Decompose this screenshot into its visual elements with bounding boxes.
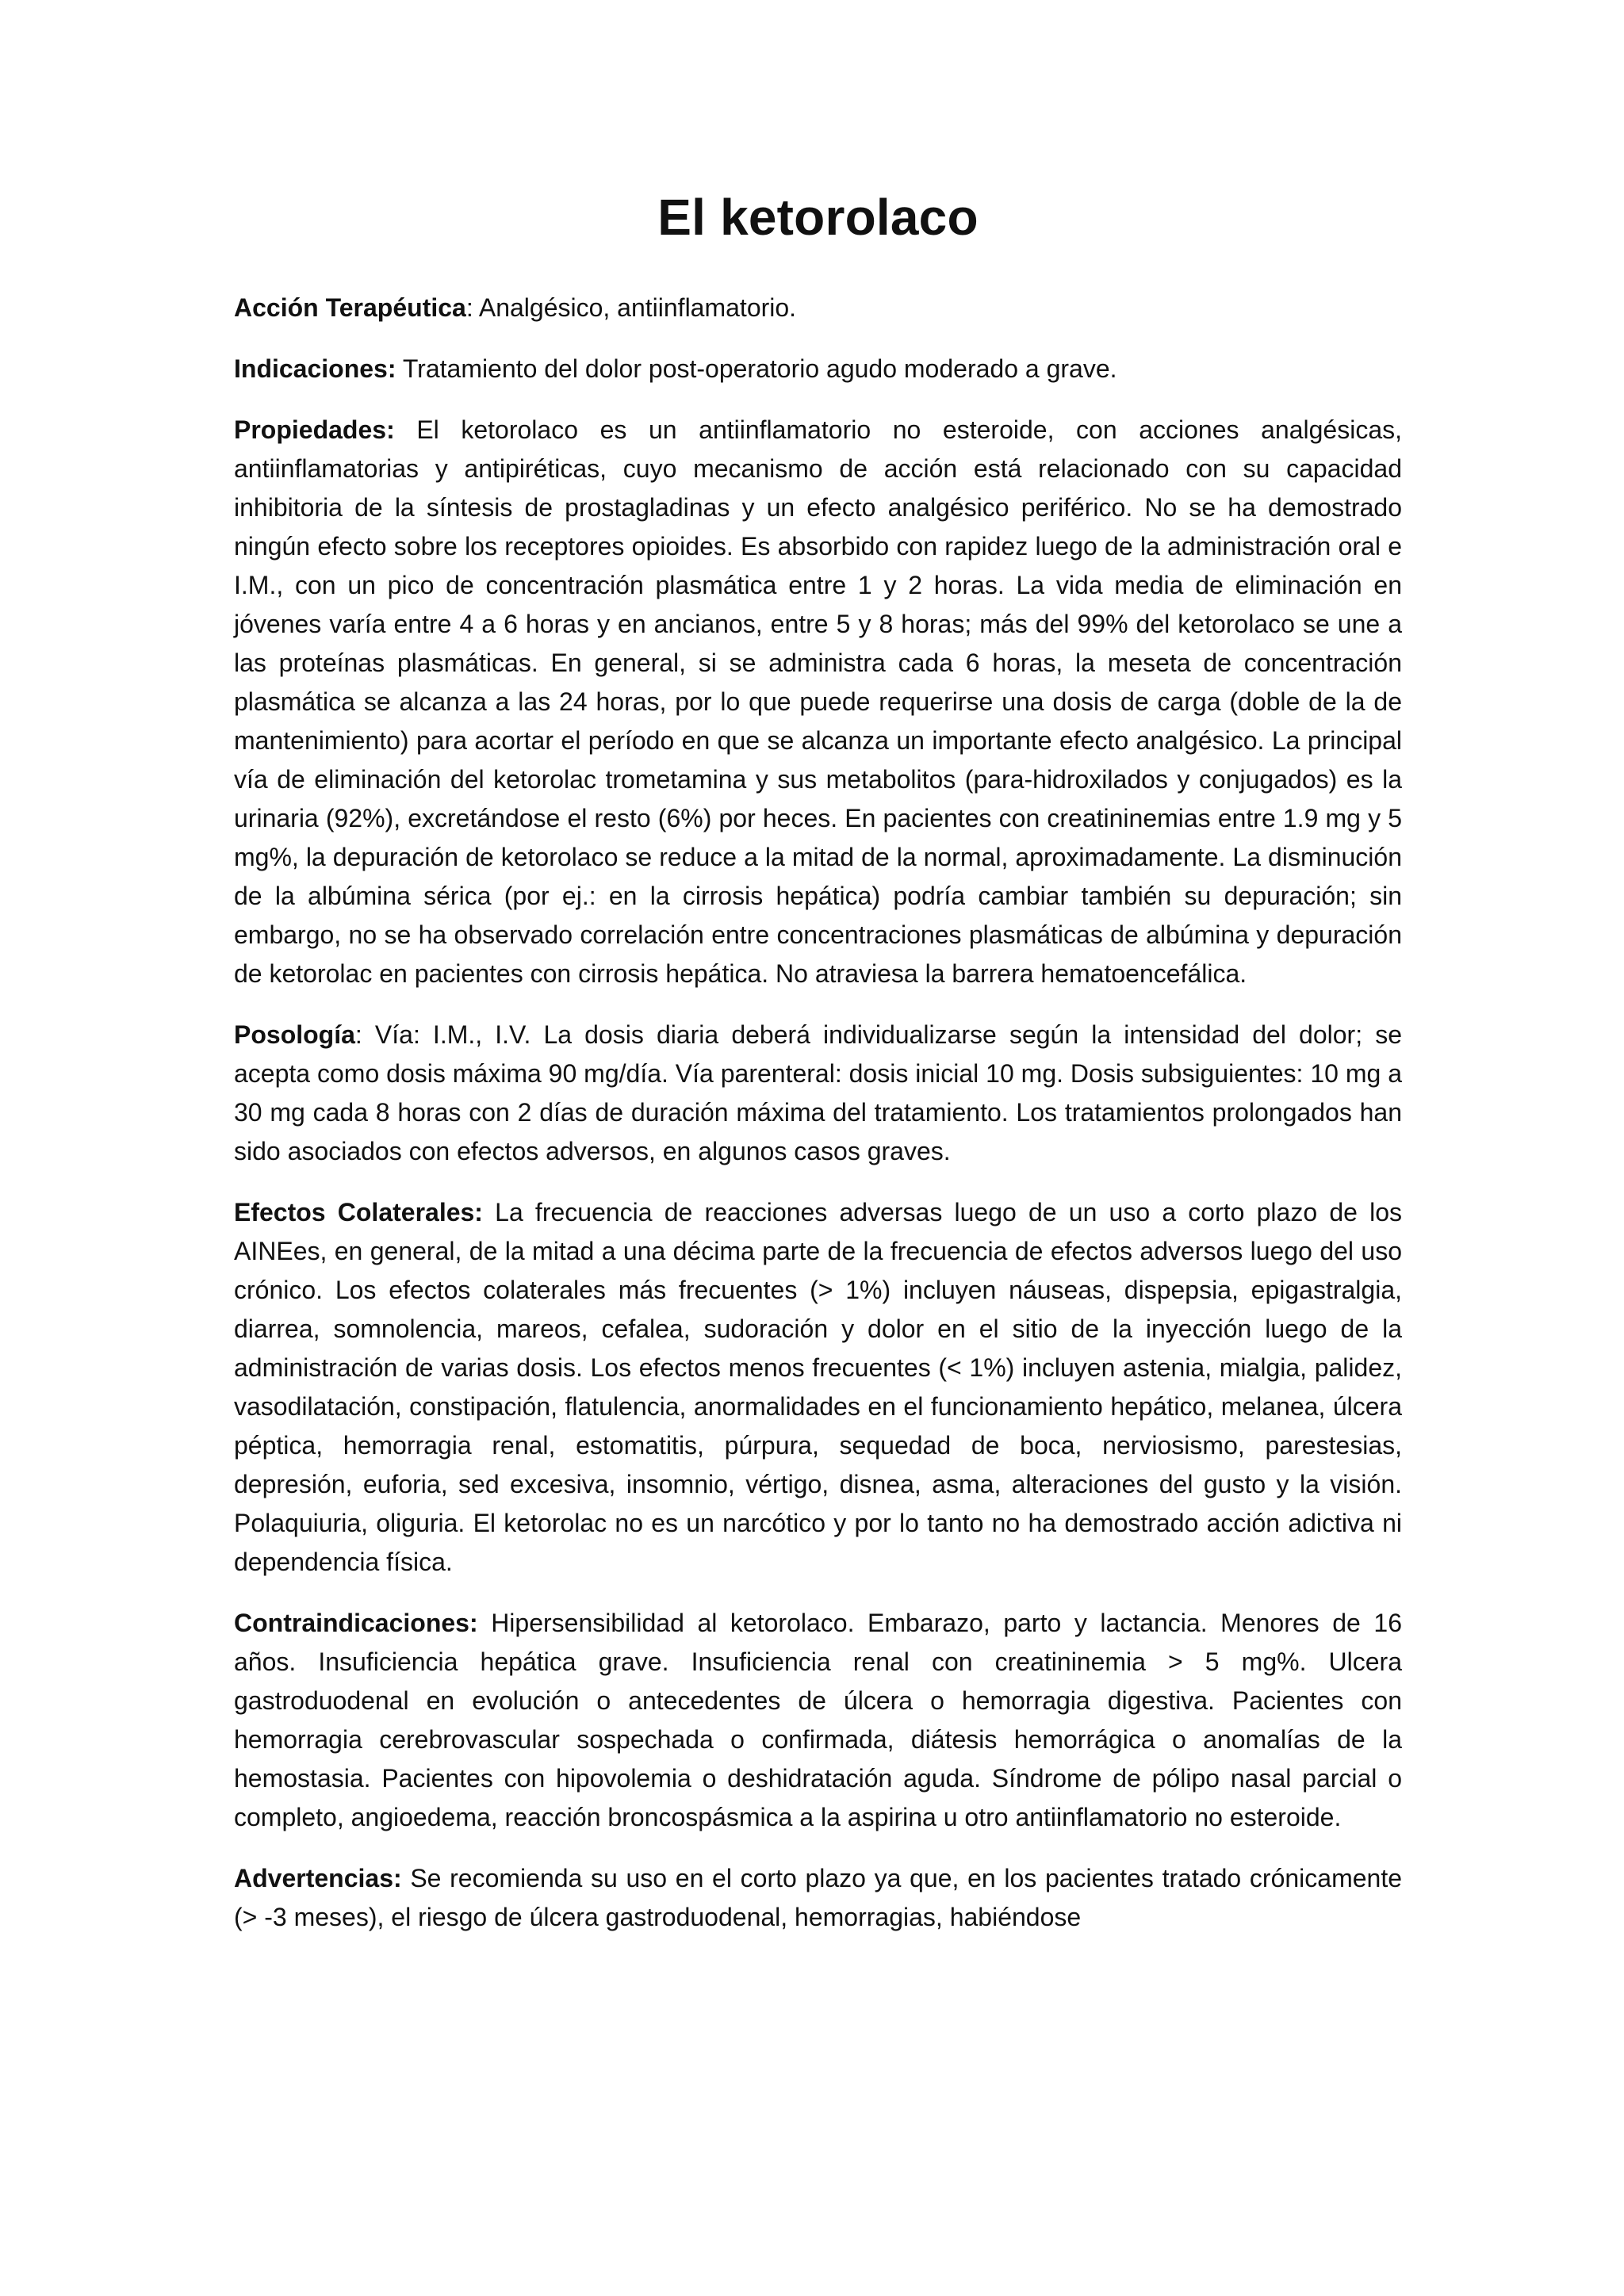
section-text: Analgésico, antiinflamatorio.	[478, 293, 797, 322]
section-separator: :	[354, 1020, 375, 1049]
section-label: Contraindicaciones:	[234, 1608, 478, 1637]
section-label: Acción Terapéutica	[234, 293, 466, 322]
section-label: Propiedades:	[234, 415, 395, 444]
section-propiedades	[234, 411, 1402, 993]
section-text: Hipersensibilidad al ketorolaco. Embarazo, parto y lactancia. Menores de 16 años. Insuficiencia hepática grave. Insuficiencia renal con creatininemia > 5 mg%. Ulcera gastroduodenal en evolución o antecedentes de úlcera o hemorragia digestiva. Pacientes con hemorragia cerebrovascular sospechada o confirmada, diátesis hemorrágica o anomalías de la hemostasia. Pacientes con hipovolemia o deshidratación aguda. Síndrome de pólipo nasal parcial o completo, angioedema, reacción broncospásmica a la aspirina u otro antiinflamatorio no esteroide.	[234, 1608, 1403, 1831]
section-posologia	[234, 1016, 1402, 1171]
section-label: Advertencias:	[234, 1863, 402, 1892]
section-contraindicaciones	[234, 1604, 1402, 1837]
section-separator	[395, 415, 417, 444]
section-label: Posología	[234, 1020, 355, 1049]
section-separator	[483, 1198, 495, 1226]
section-label: Efectos Colaterales:	[234, 1197, 483, 1226]
section-separator	[402, 1864, 411, 1892]
document-title: El ketorolaco	[657, 189, 979, 246]
section-advertencias	[234, 1859, 1402, 1937]
section-label: Indicaciones:	[234, 354, 396, 383]
section-indicaciones	[234, 350, 1402, 388]
section-text: Vía: I.M., I.V. La dosis diaria deberá individualizarse según la intensidad del dolor; se acepta como dosis máxima 90 mg/día. Vía parenteral: dosis inicial 10 mg. Dosis subsiguientes: 10 mg a 30 mg cada 8 horas con 2 días de duración máxima del tratamiento. Los tratamientos prolongados han sido asociados con efectos adversos, en algunos casos graves.	[234, 1020, 1403, 1165]
section-accion-terapeutica	[234, 289, 1402, 327]
section-text: La frecuencia de reacciones adversas luego de un uso a corto plazo de los AINEes, en general, de la mitad a una décima parte de la frecuencia de efectos adversos luego del uso crónico. Los efectos colaterales más frecuentes (> 1%) incluyen náuseas, dispepsia, epigastralgia, diarrea, somnolencia, mareos, cefalea, sudoración y dolor en el sitio de la inyección luego de la administración de varias dosis. Los efectos menos frecuentes (< 1%) incluyen astenia, mialgia, palidez, vasodilatación, constipación, flatulencia, anormalidades en el funcionamiento hepático, melanea, úlcera péptica, hemorragia renal, estomatitis, púrpura, sequedad de boca, nerviosismo, parestesias, depresión, euforia, sed excesiva, insomnio, vértigo, disnea, asma, alteraciones del gusto y la visión. Polaquiuria, oliguria. El ketorolac no es un narcótico y por lo tanto no ha demostrado acción adictiva ni dependencia física.	[234, 1197, 1403, 1576]
section-efectos-colaterales	[234, 1193, 1402, 1582]
section-separator	[396, 354, 403, 383]
section-text: Se recomienda su uso en el corto plazo ya que, en los pacientes tratado crónicamente (> -3 meses), el riesgo de úlcera gastroduodenal, hemorragias, habiéndose	[234, 1863, 1403, 1931]
section-text: El ketorolaco es un antiinflamatorio no esteroide, con acciones analgésicas, antiinflamatorias y antipiréticas, cuyo mecanismo de acción está relacionado con su capacidad inhibitoria de la síntesis de prostagladinas y un efecto analgésico periférico. No se ha demostrado ningún efecto sobre los receptores opioides. Es absorbido con rapidez luego de la administración oral e I.M., con un pico de concentración plasmática entre 1 y 2 horas. La vida media de eliminación en jóvenes varía entre 4 a 6 horas y en ancianos, entre 5 y 8 horas; más del 99% del ketorolaco se une a las proteínas plasmáticas. En general, si se administra cada 6 horas, la meseta de concentración plasmática se alcanza a las 24 horas, por lo que puede requerirse una dosis de carga (doble de la de mantenimiento) para acortar el período en que se alcanza un importante efecto analgésico. La principal vía de eliminación del ketorolac trometamina y sus metabolitos (para-hidroxilados y conjugados) es la urinaria (92%), excretándose el resto (6%) por heces. En pacientes con creatininemias entre 1.9 mg y 5 mg%, la depuración de ketorolaco se reduce a la mitad de la normal, aproximadamente. La disminución de la albúmina sérica (por ej.: en la cirrosis hepática) podría cambiar también su depuración; sin embargo, no se ha observado correlación entre concentraciones plasmáticas de albúmina y depuración de ketorolac en pacientes con cirrosis hepática. No atraviesa la barrera hematoencefálica.	[234, 415, 1403, 988]
section-separator: :	[465, 293, 479, 322]
section-separator	[478, 1609, 492, 1637]
section-text: Tratamiento del dolor post-operatorio agudo moderado a grave.	[402, 354, 1117, 383]
